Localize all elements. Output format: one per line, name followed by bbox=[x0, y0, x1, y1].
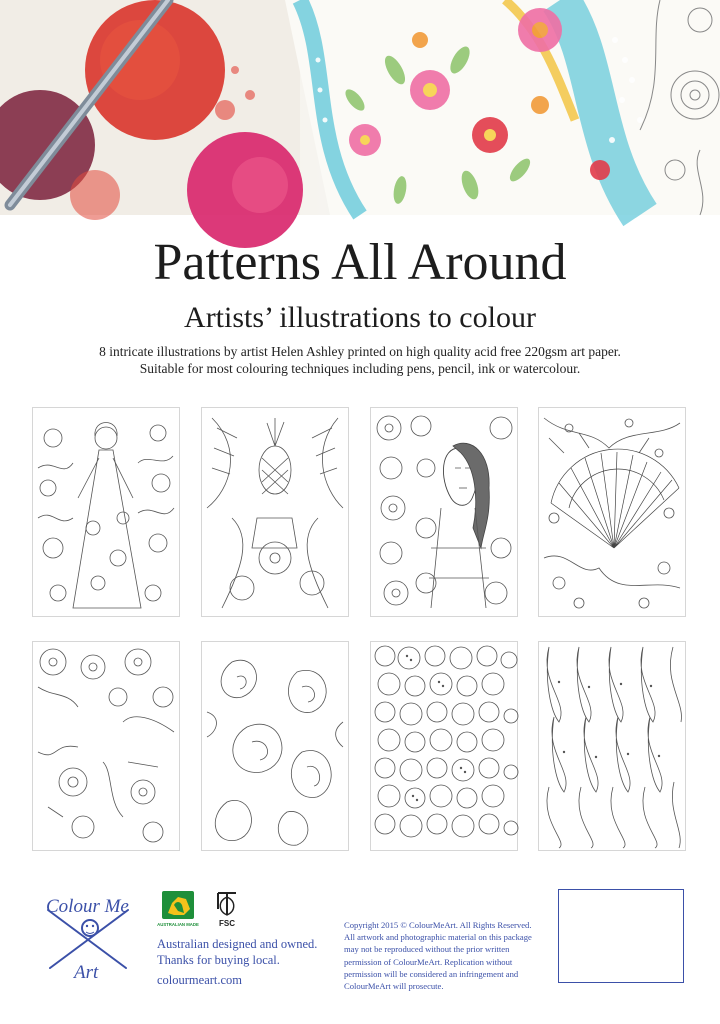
barcode-area bbox=[558, 889, 684, 983]
logo-text-art: Art bbox=[74, 962, 99, 983]
illustration-thumbnail-folding-fan-blossoms bbox=[538, 407, 686, 617]
description-line: Suitable for most colouring techniques including pens, pencil, ink or watercolour. bbox=[139, 361, 581, 376]
copyright-line: Copyright 2015 © ColourMeArt. All Rights Reserved. bbox=[344, 920, 532, 930]
copyright-line: may not be reproduced without the prior written bbox=[344, 944, 510, 955]
copyright-line: All artwork and photographic material on this package bbox=[344, 932, 532, 943]
fsc-badge bbox=[212, 889, 242, 929]
page-subtitle: Artists’ illustrations to colour bbox=[184, 301, 536, 334]
description bbox=[0, 343, 720, 377]
illustration-thumbnail-girl-in-flower-dress bbox=[32, 407, 180, 617]
tagline-line: Australian designed and owned. bbox=[157, 937, 318, 951]
fsc-label: FSC bbox=[219, 919, 235, 928]
illustration-thumbnail-woman-portrait-flowers bbox=[370, 407, 518, 617]
copyright-line: ColourMeArt will prosecute. bbox=[344, 981, 444, 992]
colourmeart-logo bbox=[38, 890, 138, 982]
logo-text-colour-me: Colour Me bbox=[46, 896, 129, 917]
copyright-line: permission of ColourMeArt. Replication without bbox=[344, 956, 513, 967]
watercolour-banner bbox=[0, 0, 720, 215]
page-title: Patterns All Around bbox=[153, 234, 567, 291]
website-link[interactable]: colourmeart.com bbox=[157, 973, 243, 987]
tagline bbox=[157, 936, 317, 968]
illustration-thumbnail-hibiscus-flowers bbox=[32, 641, 180, 851]
copyright-notice bbox=[344, 919, 544, 992]
australian-made-badge bbox=[157, 889, 199, 929]
copyright-line: permission will be considered an infringement and bbox=[344, 968, 519, 979]
illustration-thumbnail-buttons bbox=[370, 641, 518, 851]
illustration-thumbnail-pineapple-palm-leaves bbox=[201, 407, 349, 617]
tagline-line: Thanks for buying local. bbox=[157, 953, 280, 967]
illustration-thumbnail-paisley-pattern bbox=[201, 641, 349, 851]
illustration-thumbnail-shoes bbox=[538, 641, 686, 851]
description-line: 8 intricate illustrations by artist Helen Ashley printed on high quality acid free 220gsm art paper. bbox=[99, 344, 621, 359]
australian-made-label: AUSTRALIAN MADE bbox=[157, 922, 199, 927]
